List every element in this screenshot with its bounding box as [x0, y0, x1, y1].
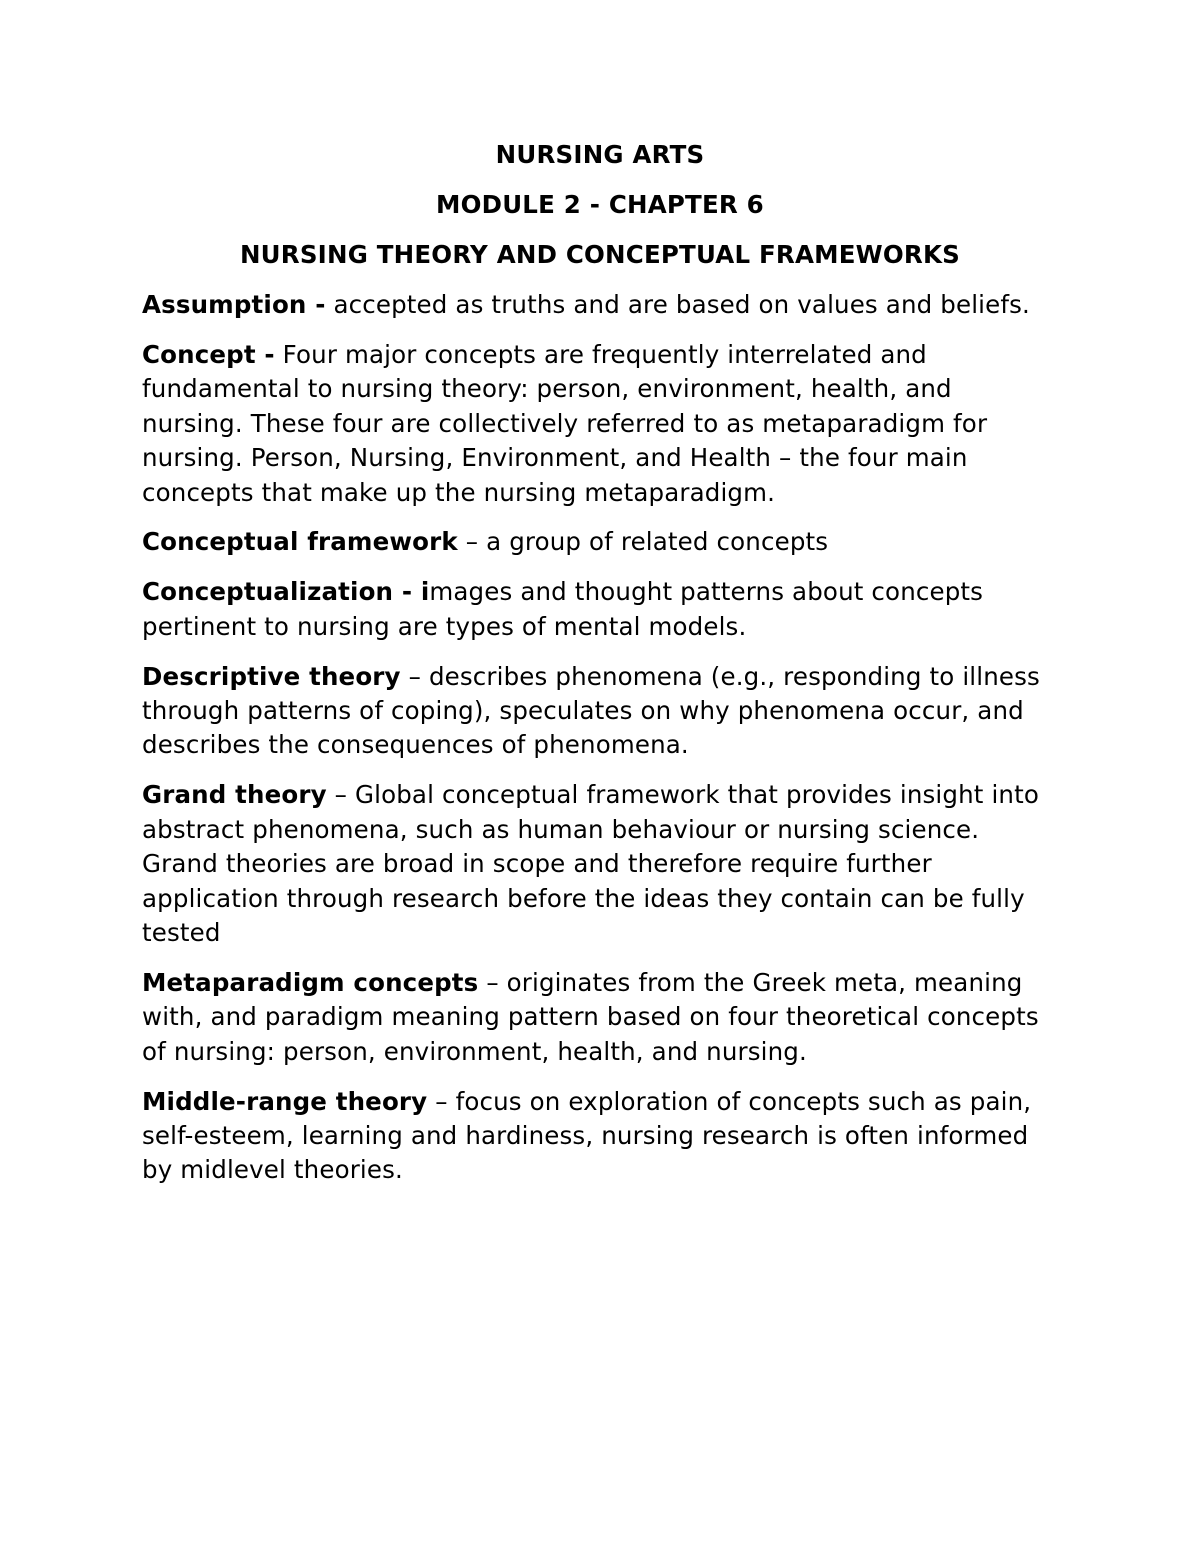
term-name: Assumption - [142, 290, 326, 319]
term-name: Concept - [142, 339, 275, 369]
glossary-entry [142, 660, 1058, 763]
term-name: Metaparadigm concepts [142, 967, 479, 997]
term-name: Middle-range theory [142, 1086, 428, 1116]
term-definition: Four major concepts are frequently interrelated and fundamental to nursing theory: person, environment, health, and nursing. These four are collectively referred to as metaparadigm for nursing. Person, Nursing, Environment, and Health – the four main concepts that make up the nursing metaparadigm. [142, 339, 988, 507]
term-definition: accepted as truths and are based on values and beliefs. [325, 290, 1030, 319]
term-definition: – focus on exploration of concepts such as pain, self-esteem, learning and hardiness, nursing research is often informed by midlevel theories. [142, 1086, 1032, 1185]
term-name: Grand theory [142, 780, 327, 810]
glossary-entry [142, 525, 1058, 559]
term-definition: – a group of related concepts [457, 527, 829, 557]
glossary-list [142, 288, 1058, 1188]
term-definition: mages and thought patterns about concepts pertinent to nursing are types of mental models. [142, 577, 984, 641]
term-definition: – describes phenomena (e.g., responding to illness through patterns of coping), speculates on why phenomena occur, and describes the consequences of phenomena. [142, 661, 1040, 760]
term-name: Conceptual framework [142, 527, 458, 557]
term-name: Descriptive theory [142, 661, 401, 691]
term-definition: – Global conceptual framework that provides insight into abstract phenomena, such as human behaviour or nursing science. Grand theories are broad in scope and therefore require further application through research before the ideas they contain can be fully tested [142, 780, 1039, 947]
term-definition: – originates from the Greek meta, meaning with, and paradigm meaning pattern based on four theoretical concepts of nursing: person, environment, health, and nursing. [142, 967, 1039, 1066]
term-name: Conceptualization - i [142, 577, 430, 607]
glossary-entry [142, 288, 1058, 322]
glossary-entry [142, 966, 1058, 1069]
glossary-entry [142, 338, 1058, 510]
course-title: NURSING ARTS [495, 140, 705, 169]
chapter-topic-title: NURSING THEORY AND CONCEPTUAL FRAMEWORKS [239, 240, 961, 269]
glossary-entry [142, 575, 1058, 644]
glossary-entry [142, 778, 1058, 950]
module-chapter-title: MODULE 2 - CHAPTER 6 [436, 190, 764, 219]
glossary-entry [142, 1085, 1058, 1188]
